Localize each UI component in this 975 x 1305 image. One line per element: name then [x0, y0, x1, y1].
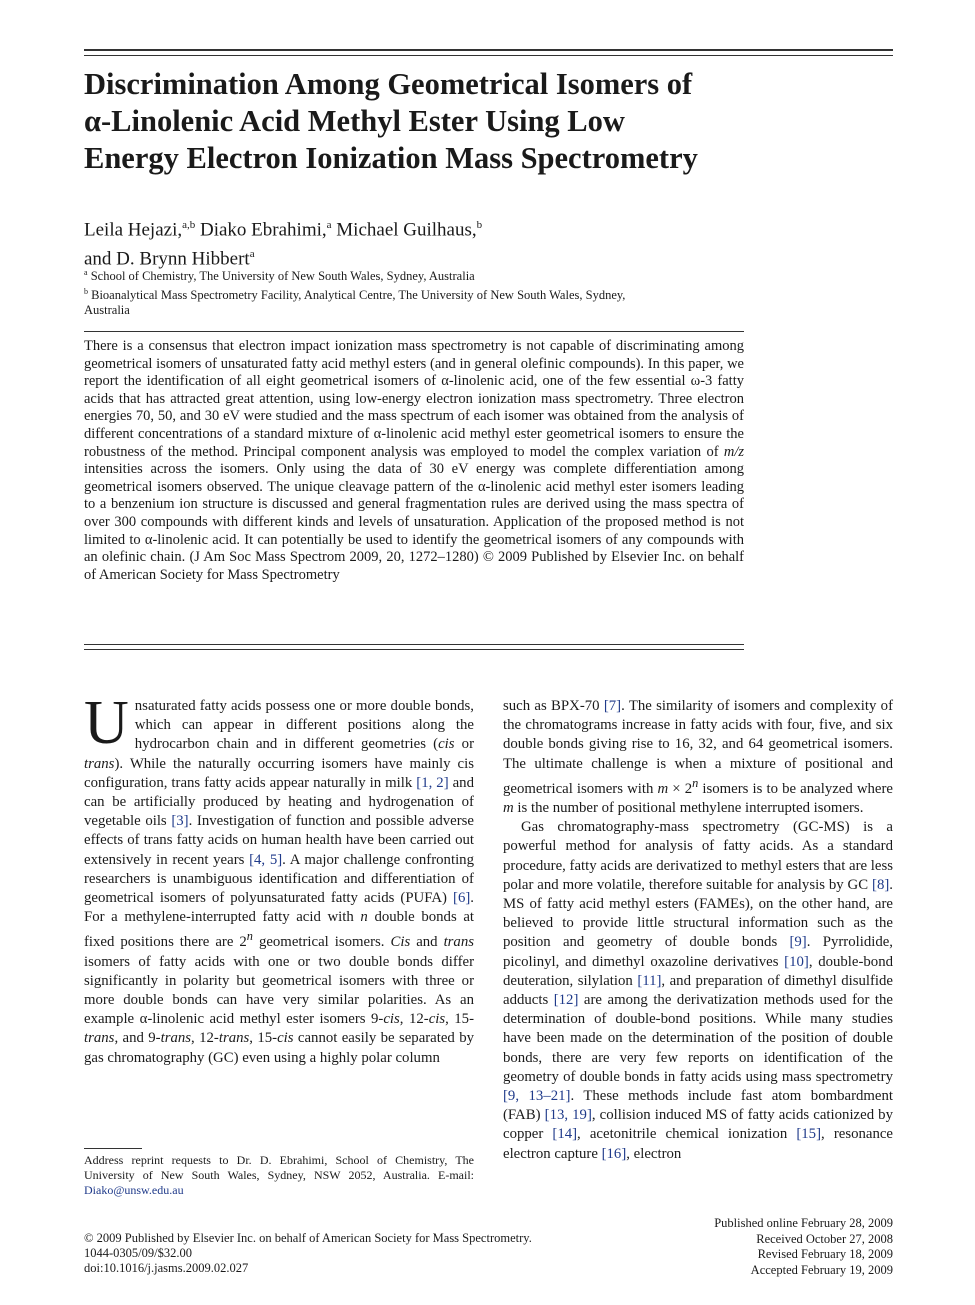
- italic: cis: [438, 736, 455, 753]
- text: . The similarity of isomers and complexity of the chromatograms increase in fatty acids with four, five, and six double bonds giving rise to 16, 32, and 64 geometrical isomers. The ultimate challenge is when a mixture of positional and geometrical isomers with: [503, 698, 893, 797]
- author-sup: a,b: [182, 219, 196, 231]
- text: , electron: [626, 1145, 682, 1162]
- italic: trans: [443, 934, 474, 951]
- footnote-text: Address reprint requests to Dr. D. Ebrahimi, School of Chemistry, The University of New South Wales, Sydney, NSW 2052, Australia. E-mail:: [84, 1153, 474, 1182]
- text: isomers of fatty acids with one or two double bonds differ significantly in polarity but geometrical isomers with three or more double bonds can have very similar polarities. As an example α-linolenic acid methyl ester isomers 9-: [84, 953, 474, 1028]
- citation-link[interactable]: [13, 19]: [544, 1107, 592, 1124]
- text: , collision induced MS of fatty acids cationized by copper: [503, 1107, 893, 1143]
- publication-dates: [714, 1216, 893, 1278]
- text: . These methods include fast atom bombardment (FAB): [503, 1087, 893, 1124]
- affiliation-sup: b: [84, 287, 88, 297]
- text: . Pyrrolidide, picolinyl, and dimethyl oxazoline derivatives: [503, 934, 893, 970]
- citation-link[interactable]: [10]: [784, 953, 809, 970]
- paragraph: [503, 818, 893, 1164]
- affiliation-text: School of Chemistry, The University of New South Wales, Sydney, Australia: [87, 269, 475, 284]
- text: , double-bond deuteration, silylation: [503, 953, 893, 989]
- text: and can be artificially produced by heating and hydrogenation of vegetable oils: [84, 774, 474, 830]
- text: Gas chromatography-mass spectrometry (GC-MS) is a powerful method for analysis of fatty acids. As a standard procedure, fatty acids are derivatized to methyl esters that are less polar and more volatile, therefore suitable for analysis by GC: [503, 819, 893, 893]
- text: , 15-: [249, 1030, 278, 1047]
- italic: n: [246, 929, 253, 944]
- italic: cis: [277, 1030, 294, 1047]
- citation-link[interactable]: [7]: [603, 698, 622, 714]
- italic: trans: [160, 1030, 192, 1047]
- citation-link[interactable]: [15]: [796, 1126, 822, 1143]
- title-line-2: α-Linolenic Acid Methyl Ester Using Low: [84, 104, 625, 138]
- published-online-date: Published online February 28, 2009: [714, 1216, 893, 1230]
- text: , 12-: [399, 1011, 429, 1028]
- text: cannot easily be separated by gas chromatography (GC) even using a highly polar column: [84, 1030, 475, 1066]
- italic: m: [503, 799, 514, 816]
- text: . Investigation of function and possible adverse effects of trans fatty acids on human health have been carried out extensively in recent years: [84, 813, 475, 868]
- text: , and 9-: [114, 1030, 161, 1047]
- email-link[interactable]: Diako@unsw.edu.au: [84, 1183, 184, 1197]
- issn-line: 1044-0305/09/$32.00: [84, 1246, 192, 1260]
- text: . A major challenge confronting researchers is unambiguous identification and differentiation of geometrical isomers of polyunsaturated fatty acids (PUFA): [84, 851, 474, 907]
- citation-link[interactable]: [12]: [553, 991, 579, 1008]
- body-column-right: [503, 697, 893, 1164]
- text: and: [410, 934, 444, 951]
- abstract-text: There is a consensus that electron impact ionization mass spectrometry is not capable of discriminating among geometrical isomers of unsaturated fatty acid methyl esters (and in general olefinic compounds). In this paper, we report the identification of all eight geometrical isomers of α-linolenic acid, one of the few essential ω-3 fatty acids that has attracted great attention, using low-energy electron ionization mass spectrometry. Three electron energies 70, 50, and 30 eV were studied and the mass spectrum of each isomer was obtained from the analysis of different concentrations of a standard mixture of α-linolenic acid methyl ester geometrical isomers to ensure the robustness of the method. Principal component analysis was employed to model the complex variation of: [84, 338, 744, 460]
- paragraph: [503, 697, 893, 818]
- text: , 12-: [191, 1030, 219, 1047]
- abstract-rule-bottom-2: [84, 649, 744, 650]
- text: . MS of fatty acid methyl esters (FAMEs), on the other hand, are believed to provide little structural information such as the position and geometry of double bonds: [503, 876, 893, 951]
- accepted-date: Accepted February 19, 2009: [750, 1262, 893, 1277]
- author-guilhaus: Michael Guilhaus,: [331, 219, 477, 241]
- citation-link[interactable]: [6]: [453, 890, 471, 907]
- text: geometrical isomers.: [252, 934, 391, 951]
- citation-link[interactable]: [16]: [601, 1145, 627, 1162]
- doi-line: doi:10.1016/j.jasms.2009.02.027: [84, 1261, 249, 1275]
- italic: m: [657, 780, 669, 797]
- abstract: [84, 338, 744, 584]
- article-title: [84, 66, 784, 177]
- citation-link[interactable]: [1, 2]: [416, 774, 449, 791]
- text: , and preparation of dimethyl disulfide adducts: [503, 972, 893, 1008]
- author-list: [84, 213, 784, 272]
- author-hibbert: and D. Brynn Hibbert: [84, 248, 250, 270]
- text: , 15-: [445, 1011, 475, 1028]
- revised-date: Revised February 18, 2009: [757, 1247, 893, 1261]
- abstract-rule-bottom-1: [84, 644, 744, 645]
- body-column-left: [84, 689, 475, 1068]
- italic: n: [692, 775, 699, 790]
- footnote: [84, 1153, 474, 1198]
- copyright-line: © 2009 Published by Elsevier Inc. on behalf of American Society for Mass Spectrometry.: [84, 1231, 532, 1245]
- italic: cis: [383, 1011, 400, 1028]
- author-sup: a: [249, 248, 255, 261]
- citation-link[interactable]: [4, 5]: [249, 851, 283, 868]
- citation-link[interactable]: [14]: [552, 1126, 578, 1143]
- italic: trans: [84, 755, 115, 772]
- author-ebrahimi: Diako Ebrahimi,: [195, 219, 327, 241]
- text: are among the derivatization methods used for the determination of double-bond positions. While many studies have been made on the determination of the position of double bonds, there are very few reports on identification of the geometry of double bonds in fatty acids using mass spectrometry: [503, 991, 893, 1085]
- text: such as BPX-70: [503, 698, 604, 714]
- citation-link[interactable]: [3]: [171, 813, 189, 830]
- text: , acetonitrile chemical ionization: [577, 1126, 797, 1143]
- paragraph: [84, 689, 475, 1068]
- italic: trans: [218, 1030, 250, 1047]
- abstract-italic: m/z: [723, 443, 744, 460]
- publisher-info: [84, 1231, 532, 1276]
- header-rule-top: [84, 49, 893, 51]
- affiliation-text: Australia: [84, 303, 130, 318]
- text: isomers is to be analyzed where: [698, 780, 893, 797]
- citation-link[interactable]: [8]: [872, 876, 890, 893]
- italic: cis: [428, 1011, 446, 1028]
- citation-link[interactable]: [9, 13–21]: [503, 1087, 571, 1104]
- author-sup: a: [326, 219, 332, 231]
- affiliations: [84, 265, 744, 318]
- affiliation-b: [84, 284, 744, 318]
- abstract-text: intensities across the isomers. Only using the data of 30 eV energy was complete differentiation among geometrical isomers observed. The unique cleavage pattern of the α-linolenic acid methyl ester isomers leading to a benzenium ion structure is discussed and general fragmentation rules are derived using the mass spectra of over 300 compounds with different kinds and levels of unsaturation. Application of the proposed method is not limited to α-linolenic acid. It can potentially be used to identify the geometrical isomers of any compounds with an olefinic chain. (J Am Soc Mass Spectrom 2009, 20, 1272–1280) © 2009 Published by Elsevier Inc. on behalf of American Society for Mass Spectrometry: [84, 461, 744, 583]
- title-line-3: Energy Electron Ionization Mass Spectrometry: [84, 141, 698, 175]
- italic: n: [360, 909, 368, 926]
- citation-link[interactable]: [11]: [637, 972, 662, 989]
- abstract-rule-top: [84, 331, 744, 332]
- drop-cap: U: [84, 689, 129, 757]
- affiliation-sup: a: [84, 268, 88, 277]
- footnote-rule: [84, 1148, 142, 1149]
- received-date: Received October 27, 2008: [756, 1231, 893, 1246]
- italic: Cis: [390, 934, 411, 951]
- header-rule-bottom: [84, 55, 893, 56]
- text: or: [454, 736, 475, 753]
- text: double bonds at fixed positions there are 2: [84, 909, 475, 951]
- author-hejazi: Leila Hejazi,: [84, 219, 183, 241]
- author-sup: b: [476, 219, 483, 231]
- text: . For a methylene-interrupted fatty acid with: [84, 890, 474, 926]
- text: , resonance electron capture: [503, 1126, 893, 1162]
- text: × 2: [668, 780, 693, 797]
- title-line-1: Discrimination Among Geometrical Isomers of: [84, 67, 693, 101]
- text: nsaturated fatty acids possess one or more double bonds, which can appear in different positions along the hydrocarbon chain and in different geometries (: [134, 698, 474, 753]
- italic: trans: [84, 1030, 115, 1047]
- citation-link[interactable]: [9]: [789, 934, 807, 951]
- text: is the number of positional methylene interrupted isomers.: [513, 799, 864, 816]
- text: ). While the naturally occurring isomers have mainly cis configuration, trans fatty acids appear naturally in milk: [84, 755, 474, 791]
- affiliation-a: [84, 265, 744, 284]
- affiliation-text: Bioanalytical Mass Spectrometry Facility, Analytical Centre, The University of New South Wales, Sydney,: [88, 288, 626, 303]
